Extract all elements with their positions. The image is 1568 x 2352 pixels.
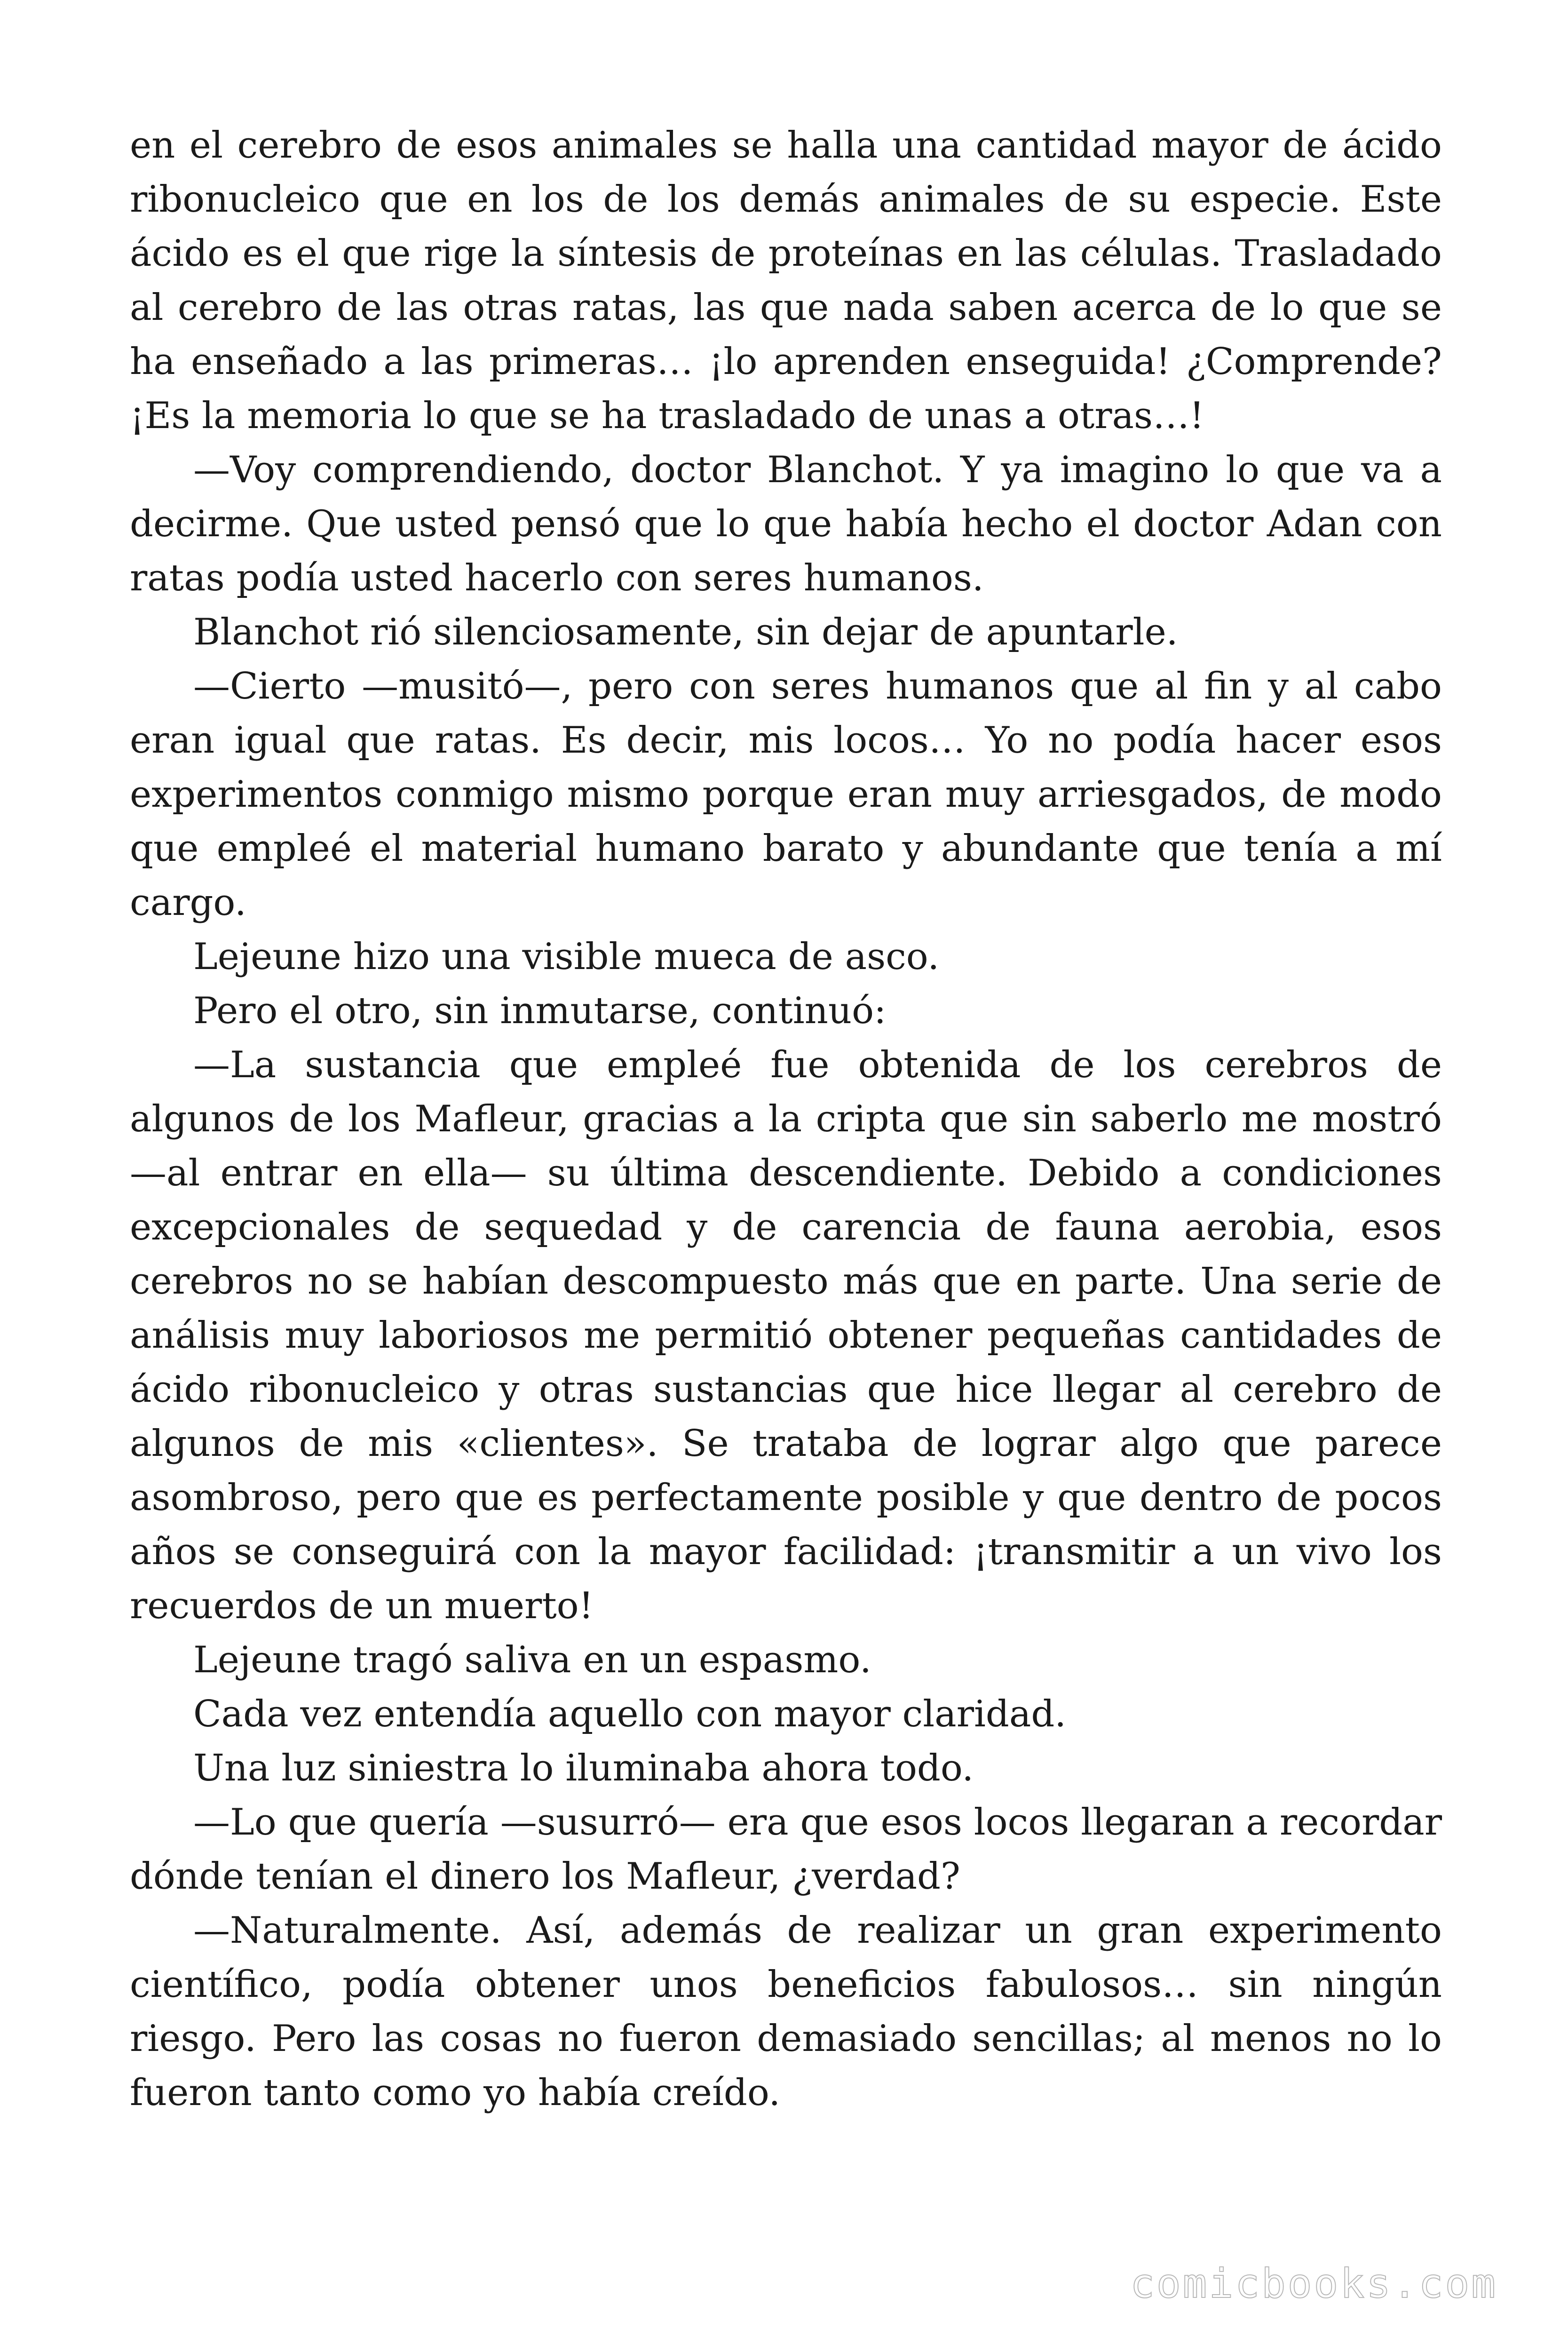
paragraph: Pero el otro, sin inmutarse, continuó: xyxy=(193,990,887,1032)
paragraph: en el cerebro de esos animales se halla una cantidad mayor de ácido ribonucleico que en los de los demás animales de su especie. Este ácido es el que rige la síntesis de proteínas en las células. Trasladado al cerebro de las otras ratas, las que nada saben acerca de lo que se ha enseñado a las primeras… ¡lo aprenden enseguida! ¿Comprende? ¡Es la memoria lo que se ha trasladado de unas a otras…! xyxy=(130,124,1442,437)
paragraph: Una luz siniestra lo iluminaba ahora todo. xyxy=(193,1747,974,1789)
paragraph: —Voy comprendiendo, doctor Blanchot. Y ya imagino lo que va a decirme. Que usted pensó que lo que había hecho el doctor Adan con ratas podía usted hacerlo con seres humanos. xyxy=(130,449,1442,599)
paragraph: Blanchot rió silenciosamente, sin dejar de apuntarle. xyxy=(193,611,1178,653)
paragraph: Cada vez entendía aquello con mayor claridad. xyxy=(193,1693,1067,1735)
paragraph: —Cierto —musitó—, pero con seres humanos que al fin y al cabo eran igual que ratas. Es decir, mis locos… Yo no podía hacer esos experimentos conmigo mismo porque eran muy arriesgados, de modo que empleé el material humano barato y abundante que tenía a mí cargo. xyxy=(130,665,1442,924)
paragraph: Lejeune tragó saliva en un espasmo. xyxy=(193,1639,871,1681)
paragraph: —Naturalmente. Así, además de realizar un gran experimento científico, podía obtener unos beneficios fabulosos… sin ningún riesgo. Pero las cosas no fueron demasiado sencillas; al menos no lo fueron tanto como yo había creído. xyxy=(130,1909,1442,2114)
watermark: comicbooks.com xyxy=(1130,2260,1497,2307)
paragraph: —Lo que quería —susurró— era que esos locos llegaran a recordar dónde tenían el dinero los Mafleur, ¿verdad? xyxy=(130,1801,1442,1898)
paragraph: Lejeune hizo una visible mueca de asco. xyxy=(193,936,940,978)
book-page-text xyxy=(130,119,1442,2188)
paragraph: —La sustancia que empleé fue obtenida de los cerebros de algunos de los Mafleur, gracias a la cripta que sin saberlo me mostró —al entrar en ella— su última descendiente. Debido a condiciones excepcionales de sequedad y de carencia de fauna aerobia, esos cerebros no se habían descompuesto más que en parte. Una serie de análisis muy laboriosos me permitió obtener pequeñas cantidades de ácido ribonucleico y otras sustancias que hice llegar al cerebro de algunos de mis «clientes». Se trataba de lograr algo que parece asombroso, pero que es perfectamente posible y que dentro de pocos años se conseguirá con la mayor facilidad: ¡transmitir a un vivo los recuerdos de un muerto! xyxy=(130,1044,1442,1627)
